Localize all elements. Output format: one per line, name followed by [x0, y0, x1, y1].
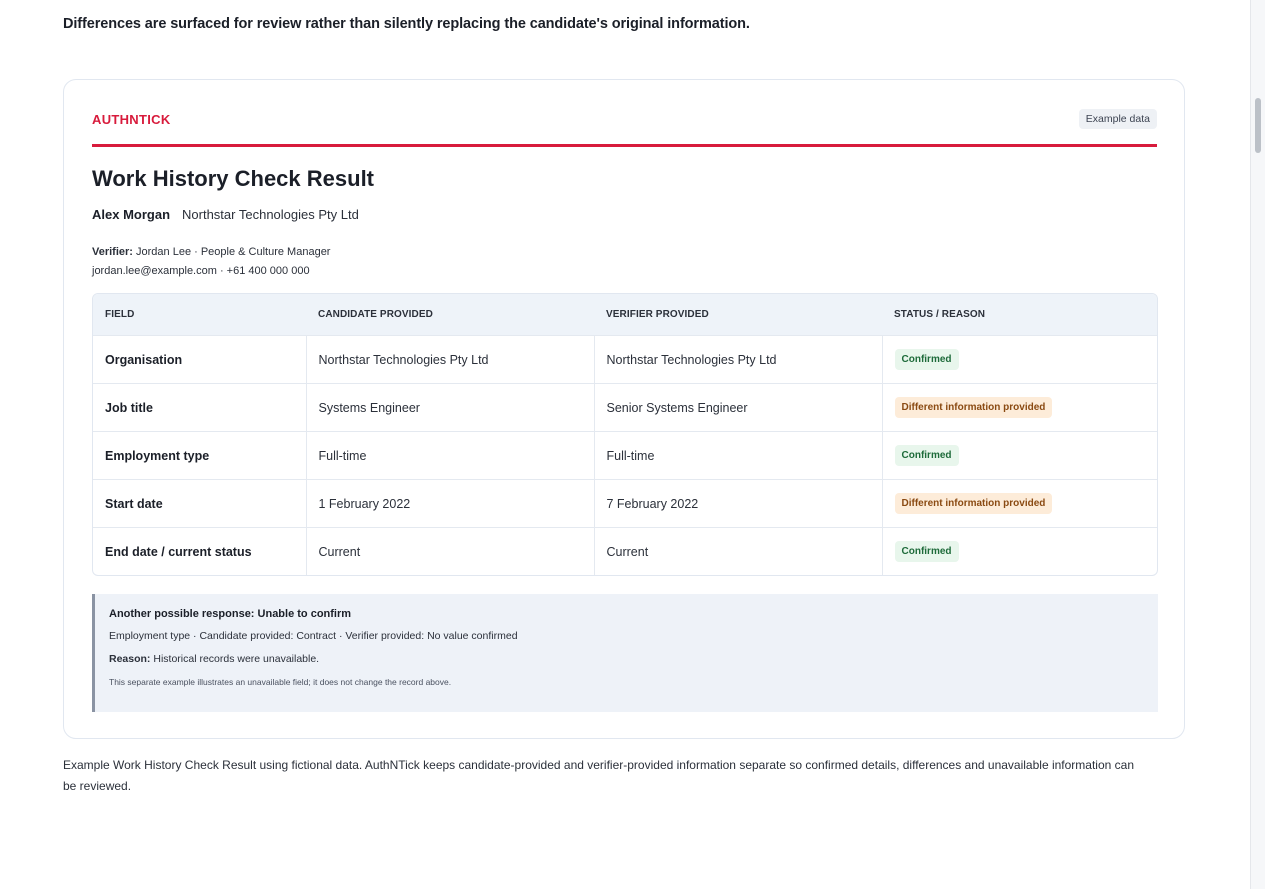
alternate-heading: Another possible response: Unable to confirm — [109, 608, 352, 620]
table-row — [93, 528, 1157, 576]
candidate-value: 1 February 2022 — [306, 480, 594, 528]
result-card — [63, 79, 1185, 739]
status-badge: Different information provided — [895, 493, 1053, 514]
intro-text: Differences are surfaced for review rather than silently replacing the candidate's original information. — [63, 16, 750, 32]
column-header-verifier: VERIFIER PROVIDED — [594, 294, 882, 336]
column-header-status: STATUS / REASON — [882, 294, 1157, 336]
field-name: End date / current status — [93, 528, 306, 576]
alternate-detail: Employment type · Candidate provided: Contract · Verifier provided: No value confirmed — [109, 630, 518, 642]
alternate-reason — [109, 653, 1158, 665]
verifier-details: Jordan Lee · People & Culture Manager — [132, 246, 331, 258]
alternate-note: This separate example illustrates an unavailable field; it does not change the record above. — [109, 677, 452, 687]
table-row — [93, 480, 1157, 528]
candidate-organisation: Northstar Technologies Pty Ltd — [182, 207, 359, 222]
verifier-value: Northstar Technologies Pty Ltd — [594, 336, 882, 384]
field-name: Employment type — [93, 432, 306, 480]
table-header-row — [93, 294, 1157, 336]
status-badge: Different information provided — [895, 397, 1053, 418]
field-name: Organisation — [93, 336, 306, 384]
alternate-response-callout — [92, 594, 1158, 712]
candidate-value: Systems Engineer — [306, 384, 594, 432]
candidate-value: Full-time — [306, 432, 594, 480]
verifier-contact: jordan.lee@example.com · +61 400 000 000 — [92, 265, 310, 277]
status-badge: Confirmed — [895, 349, 959, 370]
table-row — [93, 384, 1157, 432]
verifier-info — [92, 243, 330, 281]
candidate-value: Current — [306, 528, 594, 576]
status-badge: Confirmed — [895, 445, 959, 466]
status-badge: Confirmed — [895, 541, 959, 562]
verifier-value: 7 February 2022 — [594, 480, 882, 528]
verifier-value: Full-time — [594, 432, 882, 480]
verifier-value: Senior Systems Engineer — [594, 384, 882, 432]
figure-caption: Example Work History Check Result using fictional data. AuthNTick keeps candidate-provided and verifier-provided information separate so confirmed details, differences and unavailable information can be reviewed. — [63, 758, 1134, 793]
column-header-candidate: CANDIDATE PROVIDED — [306, 294, 594, 336]
candidate-value: Northstar Technologies Pty Ltd — [306, 336, 594, 384]
verifier-line — [92, 243, 330, 262]
table-row — [93, 432, 1157, 480]
reason-text: Historical records were unavailable. — [150, 653, 320, 665]
comparison-table — [92, 293, 1158, 576]
verifier-label: Verifier: — [92, 246, 133, 258]
result-title: Work History Check Result — [92, 166, 375, 191]
brand-divider — [92, 144, 1157, 147]
verifier-value: Current — [594, 528, 882, 576]
field-name: Start date — [93, 480, 306, 528]
example-data-badge: Example data — [1079, 109, 1157, 129]
scrollbar-thumb[interactable] — [1255, 98, 1261, 153]
reason-label: Reason: — [109, 653, 151, 665]
subject-line — [92, 207, 359, 222]
candidate-name: Alex Morgan — [92, 207, 171, 222]
vertical-scrollbar[interactable] — [1250, 0, 1265, 889]
field-name: Job title — [93, 384, 306, 432]
table-row — [93, 336, 1157, 384]
brand-logo: AUTHNTICK — [92, 112, 171, 127]
column-header-field: FIELD — [93, 294, 306, 336]
